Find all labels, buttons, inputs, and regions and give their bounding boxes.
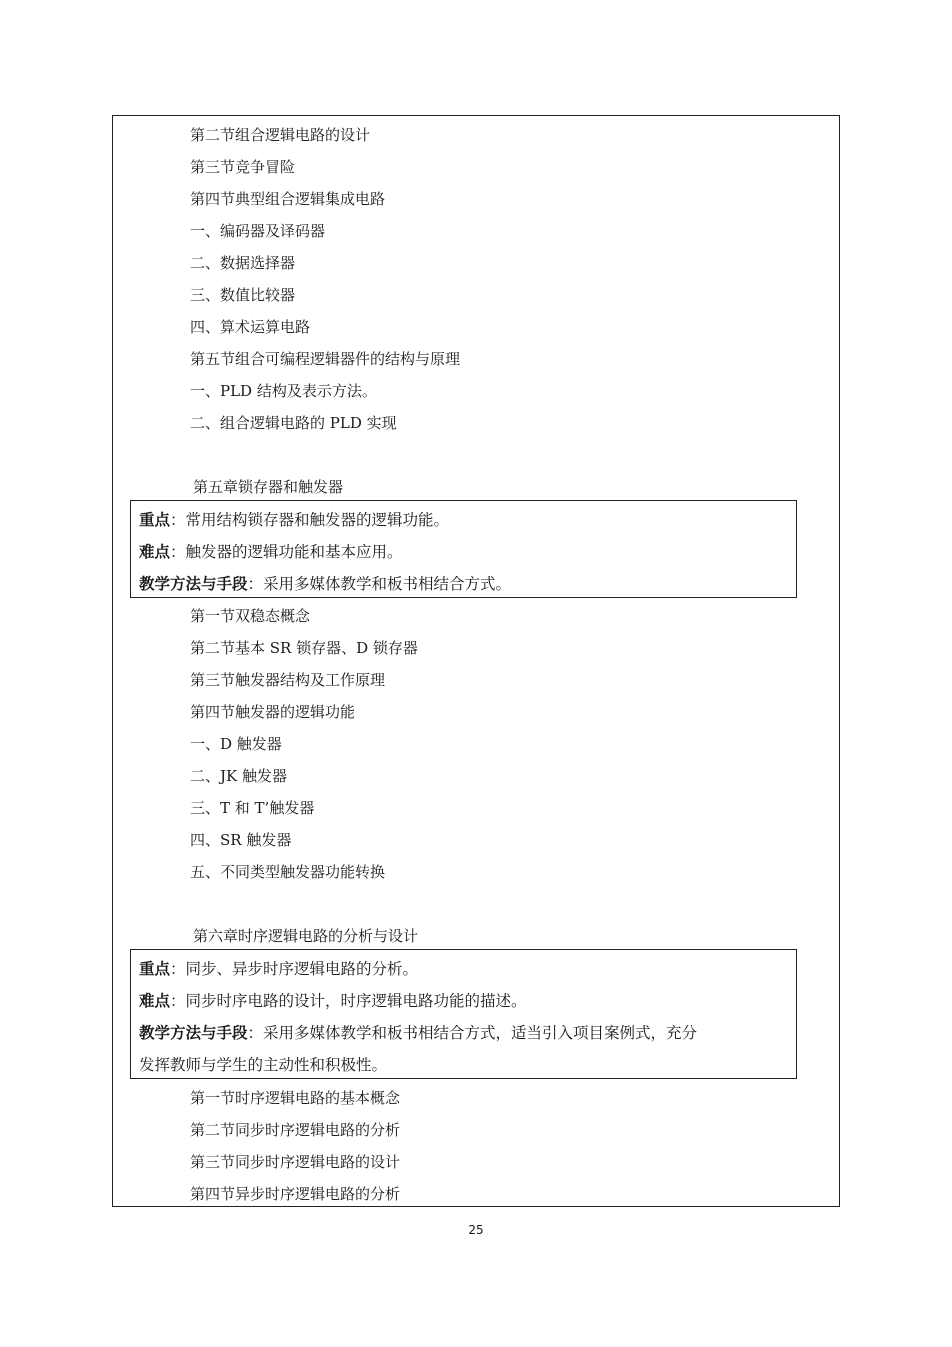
method-line-continued: 发挥教师与学生的主动性和积极性。: [139, 1056, 388, 1074]
difficulty-line: [139, 990, 527, 1012]
section-line: 三、数值比较器: [190, 286, 296, 304]
method-text: ：采用多媒体教学和板书相结合方式。: [247, 575, 512, 593]
section-line: 二、组合逻辑电路的 PLD 实现: [190, 414, 397, 432]
chapter-summary-box: [130, 500, 797, 598]
difficulty-text: ：同步时序电路的设计，时序逻辑电路功能的描述。: [170, 992, 527, 1010]
section-line: 三、T 和 T’触发器: [190, 799, 315, 817]
chapter-title: 第五章锁存器和触发器: [193, 478, 344, 496]
section-line: 第二节组合逻辑电路的设计: [190, 126, 371, 144]
key-point-line: [139, 509, 449, 531]
method-line: [139, 1022, 697, 1044]
section-line: 一、PLD 结构及表示方法。: [190, 382, 377, 400]
key-point-text: ：常用结构锁存器和触发器的逻辑功能。: [170, 511, 450, 529]
chapter-title: 第六章时序逻辑电路的分析与设计: [193, 927, 419, 945]
section-line: 第四节典型组合逻辑集成电路: [190, 190, 386, 208]
section-line: 第三节竞争冒险: [190, 158, 296, 176]
key-point-label: 重点: [139, 960, 171, 978]
page-number: 25: [468, 1223, 484, 1237]
section-line: 第二节同步时序逻辑电路的分析: [190, 1121, 401, 1139]
method-text: ：采用多媒体教学和板书相结合方式，适当引入项目案例式，充分: [247, 1024, 698, 1042]
section-line: 第四节触发器的逻辑功能: [190, 703, 356, 721]
key-point-label: 重点: [139, 511, 171, 529]
section-line: 第五节组合可编程逻辑器件的结构与原理: [190, 350, 461, 368]
difficulty-label: 难点: [139, 992, 171, 1010]
section-line: 第一节双稳态概念: [190, 607, 311, 625]
method-line: [139, 573, 511, 595]
key-point-line: [139, 958, 418, 980]
chapter-summary-box: [130, 949, 797, 1079]
section-line: 第二节基本 SR 锁存器、D 锁存器: [190, 639, 418, 657]
method-label: 教学方法与手段: [139, 575, 248, 593]
method-label: 教学方法与手段: [139, 1024, 248, 1042]
section-line: 第四节异步时序逻辑电路的分析: [190, 1185, 401, 1203]
section-line: 第一节时序逻辑电路的基本概念: [190, 1089, 401, 1107]
section-line: 四、算术运算电路: [190, 318, 311, 336]
section-line: 一、编码器及译码器: [190, 222, 326, 240]
section-line: 五、不同类型触发器功能转换: [190, 863, 386, 881]
section-line: 一、D 触发器: [190, 735, 282, 753]
key-point-text: ：同步、异步时序逻辑电路的分析。: [170, 960, 419, 978]
difficulty-text: ：触发器的逻辑功能和基本应用。: [170, 543, 403, 561]
section-line: 第三节触发器结构及工作原理: [190, 671, 386, 689]
difficulty-line: [139, 541, 403, 563]
section-line: 四、SR 触发器: [190, 831, 292, 849]
section-line: 第三节同步时序逻辑电路的设计: [190, 1153, 401, 1171]
section-line: 二、JK 触发器: [190, 767, 287, 785]
difficulty-label: 难点: [139, 543, 171, 561]
section-line: 二、数据选择器: [190, 254, 296, 272]
